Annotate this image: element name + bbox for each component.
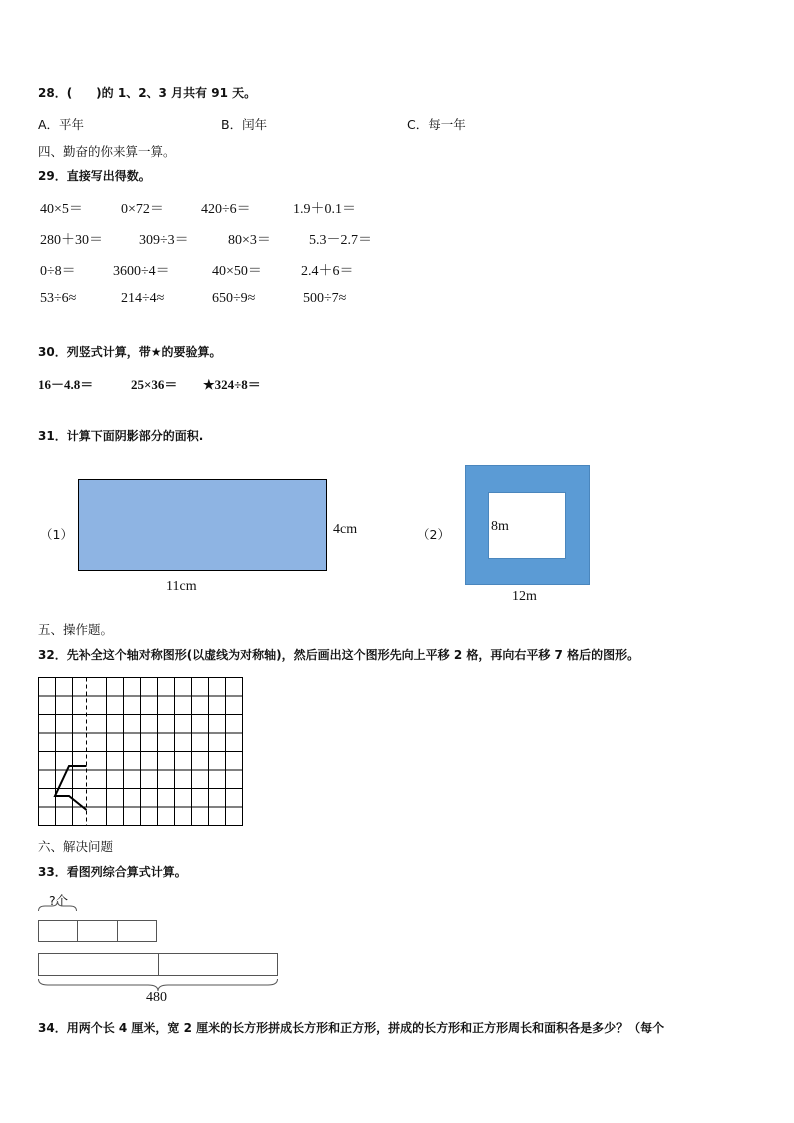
q29-item: 80×3＝ [228, 233, 271, 248]
figure-1-label: （1） [40, 527, 73, 542]
q29-item: 40×50＝ [212, 264, 262, 279]
q34-title: 34．用两个长 4 厘米，宽 2 厘米的长方形拼成长方形和正方形，拼成的长方形和正方形周长和面积各是多少？（每个 [38, 1021, 665, 1035]
q29-item: 53÷6≈ [40, 291, 77, 306]
q28-text: 28．( )的 1、2、3 月共有 91 天。 [38, 86, 257, 100]
q29-item: 420÷6＝ [201, 202, 251, 217]
rectangle-width-label: 11cm [166, 579, 197, 594]
q28-option-c: C．每一年 [407, 117, 466, 132]
figure-2-label: （2） [417, 527, 450, 542]
q29-item: 2.4＋6＝ [301, 264, 354, 279]
q29-item: 3600÷4＝ [113, 264, 170, 279]
q31-title: 31．计算下面阴影部分的面积. [38, 429, 204, 443]
q29-item: 0÷8＝ [40, 264, 76, 279]
top-brace [39, 901, 77, 911]
q29-item: 5.3－2.7＝ [309, 233, 372, 248]
q29-item: 309÷3＝ [139, 233, 189, 248]
unknown-count-label: ?个 [49, 893, 69, 908]
q30-item: ★324÷8＝ [203, 377, 261, 392]
q29-item: 280＋30＝ [40, 233, 103, 248]
inner-square-label: 8m [491, 519, 509, 534]
section-6-heading: 六、解决问题 [38, 839, 114, 854]
q30-title: 30．列竖式计算，带★的要验算。 [38, 345, 222, 359]
total-label: 480 [146, 990, 167, 1005]
outer-square-label: 12m [512, 589, 537, 604]
q29-item: 0×72＝ [121, 202, 164, 217]
q28-option-a: A．平年 [38, 117, 85, 132]
section-4-heading: 四、勤奋的你来算一算。 [38, 144, 176, 159]
rectangle-height-label: 4cm [333, 522, 358, 537]
q30-item: 25×36＝ [131, 377, 178, 392]
q32-title: 32．先补全这个轴对称图形(以虚线为对称轴)，然后画出这个图形先向上平移 2 格，再向右平移 7 格后的图形。 [38, 648, 640, 662]
q29-item: 1.9＋0.1＝ [293, 202, 356, 217]
q29-title: 29．直接写出得数。 [38, 169, 151, 183]
q29-item: 500÷7≈ [303, 291, 347, 306]
q28-option-b: B．闰年 [221, 117, 268, 132]
section-5-heading: 五、操作题。 [38, 622, 114, 637]
q29-item: 650÷9≈ [212, 291, 256, 306]
q29-item: 214÷4≈ [121, 291, 165, 306]
q33-title: 33．看图列综合算式计算。 [38, 865, 187, 879]
q29-item: 40×5＝ [40, 202, 83, 217]
q30-item: 16－4.8＝ [38, 377, 94, 392]
